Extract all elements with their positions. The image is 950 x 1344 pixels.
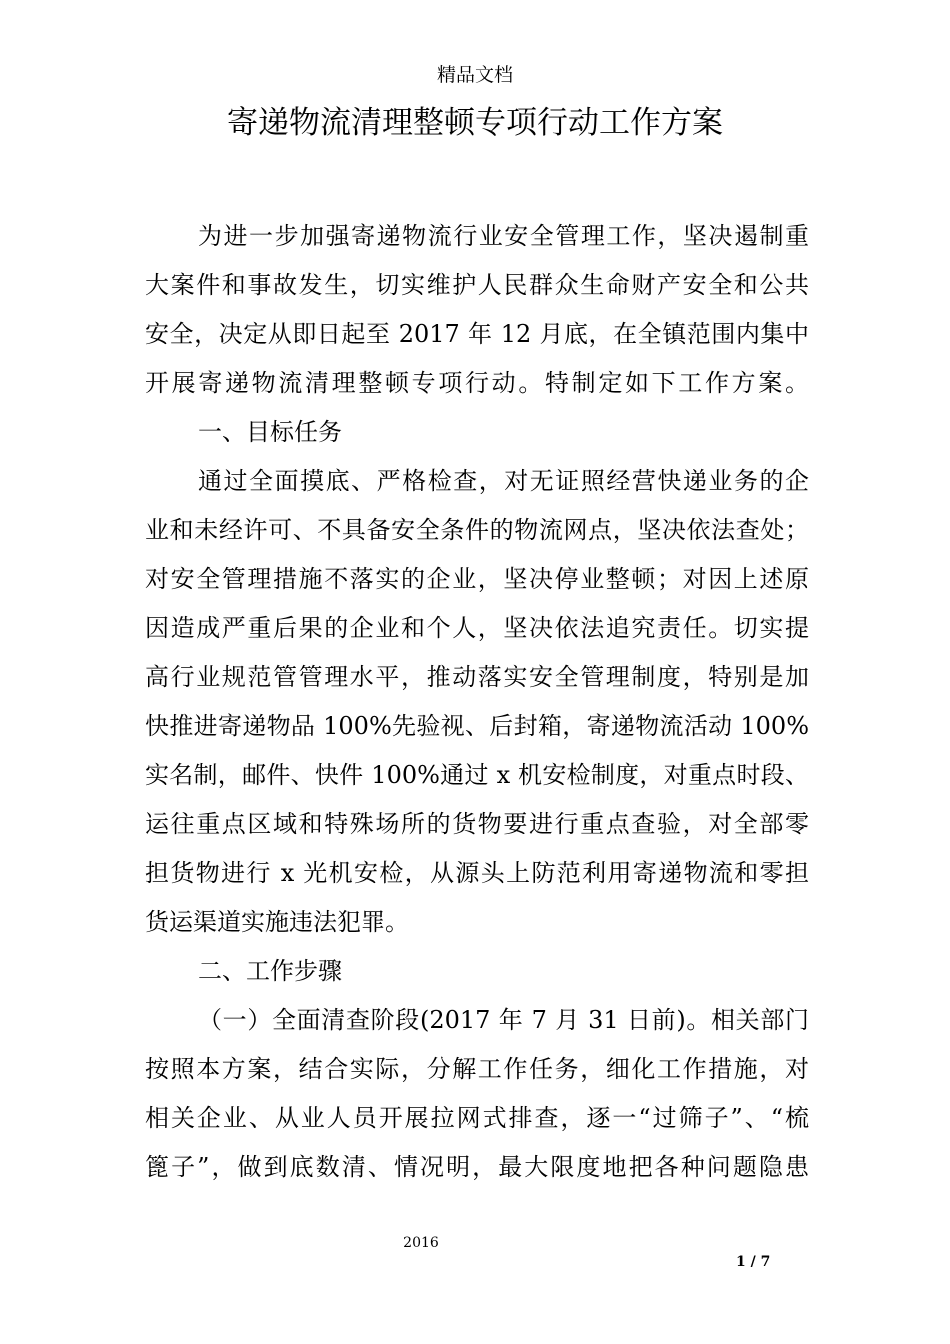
paragraph-line: （一）全面清查阶段(2017 年 7 月 31 日前)。相关部门 <box>198 1006 809 1034</box>
paragraph-line: 开展寄递物流清理整顿专项行动。特制定如下工作方案。 <box>145 369 809 397</box>
header-watermark-text: 精品文档 <box>436 64 513 86</box>
paragraph-line: 运往重点区域和特殊场所的货物要进行重点查验，对全部零 <box>145 810 809 838</box>
paragraph-line: 大案件和事故发生，切实维护人民群众生命财产安全和公共 <box>145 271 809 299</box>
paragraph-line: 为进一步加强寄递物流行业安全管理工作，坚决遏制重 <box>198 222 809 250</box>
section-heading: 二、工作步骤 <box>198 957 342 985</box>
paragraph-line: 高行业规范管管理水平，推动落实安全管理制度，特别是加 <box>145 663 809 691</box>
paragraph-line: 相关企业、从业人员开展拉网式排查，逐一“过筛子”、“梳 <box>145 1104 809 1132</box>
paragraph-line: 对安全管理措施不落实的企业，坚决停业整顿；对因上述原 <box>145 565 809 593</box>
paragraph-line: 担货物进行 x 光机安检，从源头上防范利用寄递物流和零担 <box>145 859 809 887</box>
paragraph-line: 实名制，邮件、快件 100%通过 x 机安检制度，对重点时段、 <box>145 761 809 789</box>
paragraph-line: 篦子”，做到底数清、情况明，最大限度地把各种问题隐患 <box>145 1153 809 1181</box>
page-number: 1 / 7 <box>736 1254 771 1270</box>
paragraph-line: 通过全面摸底、严格检查，对无证照经营快递业务的企 <box>198 467 809 495</box>
paragraph-line: 安全，决定从即日起至 2017 年 12 月底，在全镇范围内集中 <box>145 320 809 348</box>
document-title: 寄递物流清理整顿专项行动工作方案 <box>227 105 723 141</box>
document-body <box>145 212 809 1192</box>
paragraph-line: 按照本方案，结合实际，分解工作任务，细化工作措施，对 <box>145 1055 809 1083</box>
paragraph-line: 因造成严重后果的企业和个人，坚决依法追究责任。切实提 <box>145 614 809 642</box>
paragraph-line: 快推进寄递物品 100%先验视、后封箱，寄递物流活动 100% <box>145 712 809 740</box>
section-heading: 一、目标任务 <box>198 418 342 446</box>
paragraph-line: 业和未经许可、不具备安全条件的物流网点，坚决依法查处； <box>145 516 809 544</box>
footer-year: 2016 <box>403 1235 439 1251</box>
paragraph-line: 货运渠道实施违法犯罪。 <box>145 908 409 936</box>
